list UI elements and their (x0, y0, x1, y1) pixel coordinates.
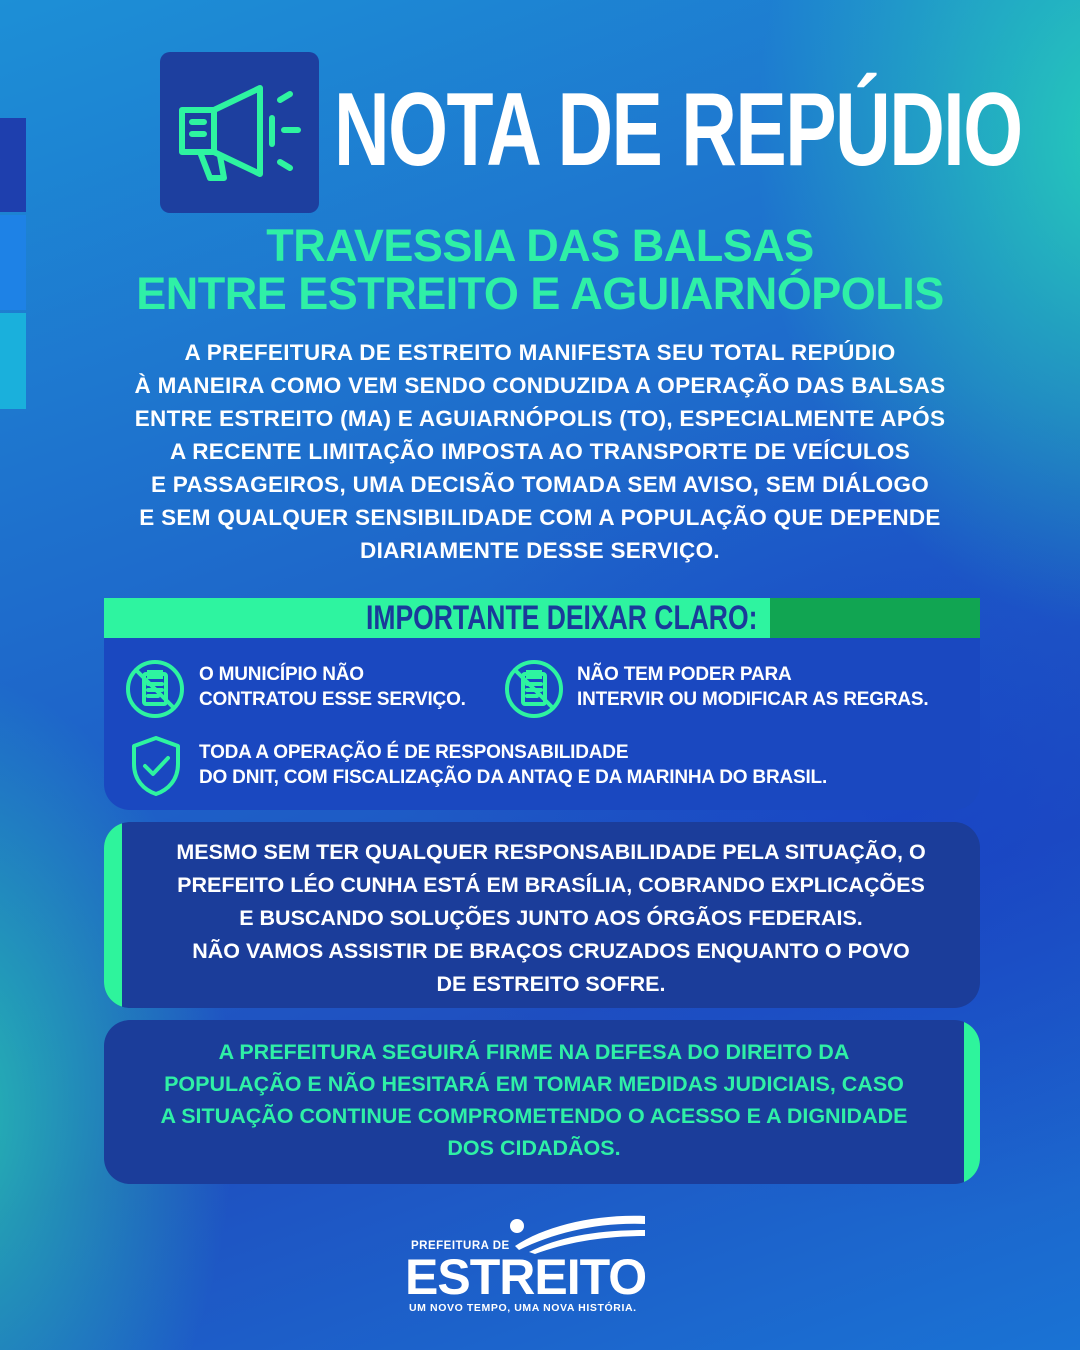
megaphone-badge (160, 52, 319, 213)
statement-line: E BUSCANDO SOLUÇÕES JUNTO AOS ÓRGÃOS FEDERAIS. (239, 906, 863, 930)
subtitle (0, 222, 1080, 318)
intro-line: DIARIAMENTE DESSE SERVIÇO. (360, 538, 720, 563)
accent-bar (104, 822, 122, 1008)
intro-line: A RECENTE LIMITAÇÃO IMPOSTA AO TRANSPORTE DE VEÍCULOS (169, 439, 911, 464)
point-text (199, 740, 827, 790)
logo-tagline: UM NOVO TEMPO, UMA NOVA HISTÓRIA. (409, 1302, 637, 1314)
page-title: NOTA DE REPÚDIO (334, 72, 1022, 188)
important-heading-bar (104, 598, 980, 638)
megaphone-icon (174, 82, 306, 182)
closing-text (104, 1036, 964, 1164)
no-contract-icon (124, 658, 186, 720)
closing-line: A SITUAÇÃO CONTINUE COMPROMETENDO O ACESSO E A DIGNIDADE (160, 1104, 908, 1128)
closing-panel (104, 1020, 980, 1184)
intro-paragraph (60, 336, 1020, 567)
statement-line: PREFEITO LÉO CUNHA ESTÁ EM BRASÍLIA, COBRANDO EXPLICAÇÕES (177, 873, 925, 897)
point-line: CONTRATOU ESSE SERVIÇO. (199, 689, 466, 710)
statement-text (122, 836, 980, 1001)
statement-line: NÃO VAMOS ASSISTIR DE BRAÇOS CRUZADOS ENQUANTO O POVO (192, 939, 910, 963)
side-tab-1 (0, 118, 26, 212)
accent-bar (964, 1020, 980, 1184)
intro-line: À MANEIRA COMO VEM SENDO CONDUZIDA A OPERAÇÃO DAS BALSAS (134, 373, 946, 398)
important-heading: IMPORTANTE DEIXAR CLARO: (366, 599, 758, 637)
closing-line: DOS CIDADÃOS. (447, 1136, 621, 1160)
intro-line: E PASSAGEIROS, UMA DECISÃO TOMADA SEM AVISO, SEM DIÁLOGO (150, 472, 930, 497)
side-tab-3 (0, 313, 26, 409)
subtitle-line: TRAVESSIA DAS BALSAS (266, 220, 814, 271)
no-contract-icon (503, 658, 565, 720)
important-panel (104, 638, 980, 810)
point-line: DO DNIT, COM FISCALIZAÇÃO DA ANTAQ E DA MARINHA DO BRASIL. (199, 767, 828, 788)
point-line: INTERVIR OU MODIFICAR AS REGRAS. (577, 689, 929, 710)
point-text (577, 662, 928, 712)
statement-line: DE ESTREITO SOFRE. (436, 972, 666, 996)
closing-line: A PREFEITURA SEGUIRÁ FIRME NA DEFESA DO DIREITO DA (218, 1040, 850, 1064)
point-line: NÃO TEM PODER PARA (577, 664, 792, 685)
intro-line: E SEM QUALQUER SENSIBILIDADE COM A POPULAÇÃO QUE DEPENDE (139, 505, 941, 530)
statement-line: MESMO SEM TER QUALQUER RESPONSABILIDADE PELA SITUAÇÃO, O (176, 840, 926, 864)
shield-check-icon (128, 734, 184, 798)
intro-line: ENTRE ESTREITO (MA) E AGUIARNÓPOLIS (TO), ESPECIALMENTE APÓS (134, 406, 946, 431)
statement-panel (104, 822, 980, 1008)
logo-name: ESTREITO (405, 1249, 647, 1305)
point-line: TODA A OPERAÇÃO É DE RESPONSABILIDADE (199, 742, 629, 763)
point-line: O MUNICÍPIO NÃO (199, 664, 364, 685)
prefeitura-logo (405, 1206, 675, 1326)
point-text (199, 662, 466, 712)
subtitle-line: ENTRE ESTREITO E AGUIARNÓPOLIS (136, 268, 944, 319)
logo-prefix: PREFEITURA DE (411, 1240, 510, 1252)
intro-line: A PREFEITURA DE ESTREITO MANIFESTA SEU TOTAL REPÚDIO (184, 340, 896, 365)
closing-line: POPULAÇÃO E NÃO HESITARÁ EM TOMAR MEDIDAS JUDICIAIS, CASO (164, 1072, 904, 1096)
